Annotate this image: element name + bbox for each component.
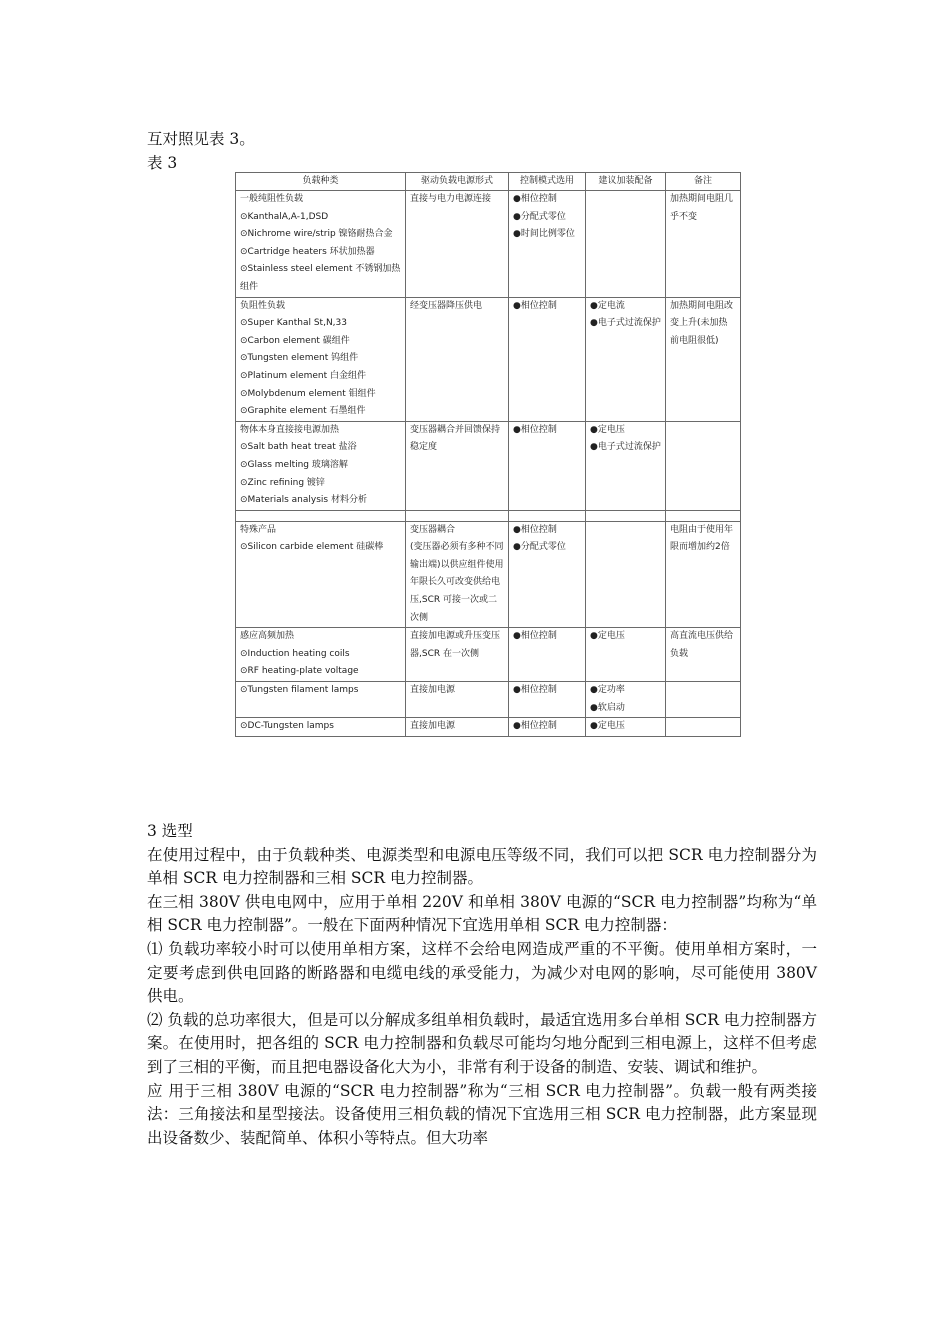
spacer-cell [586,510,666,521]
cell-line: ⊙Platinum element 白金组件 [240,370,367,381]
cell-line: ●相位控制 [513,631,557,642]
section-heading: 3 选型 [147,822,193,840]
cell-line: 直接与电力电源连接 [410,194,492,204]
cell-load-type [236,521,406,628]
table-row [236,191,741,298]
cell-line: ⊙Induction heating coils [240,648,350,659]
cell-control-mode [509,421,586,510]
spacer-cell [236,510,406,521]
table-row [236,628,741,682]
cell-line: 高直流电压供给负载 [670,631,734,659]
table-header-row [236,173,741,191]
spacer-cell [406,510,509,521]
cell-control-mode [509,191,586,298]
table-label: 表 3 [147,154,178,172]
cell-load-type [236,682,406,718]
cell-line: ●相位控制 [513,721,557,732]
cell-line: ⊙Cartridge heaters 环状加热器 [240,246,375,257]
cell-line: ●相位控制 [513,194,557,204]
cell-remarks [666,628,741,682]
cell-remarks [666,421,741,510]
cell-line: ●相位控制 [513,524,557,535]
table-row [236,297,741,421]
cell-load-type [236,421,406,510]
intro-block [147,127,255,175]
cell-line: ⊙DC-Tungsten lamps [240,721,334,732]
paragraph: ⑴ 负载功率较小时可以使用单相方案，这样不会给电网造成严重的不平衡。使用单相方案时，一定要考虑到供电回路的断路器和电缆电线的承受能力，为减少对电网的影响，尽可能使用 380V 供电。 [147,939,817,1006]
cell-control-mode [509,297,586,421]
table-row [236,421,741,510]
cell-line: (变压器必须有多种不同输出端)以供应组件使用年限长久可改变供给电压,SCR 可接一次或二次侧 [410,542,504,623]
cell-load-type [236,718,406,737]
table-row [236,682,741,718]
cell-power-source [406,297,509,421]
cell-power-source [406,682,509,718]
header-load-type: 负载种类 [236,173,406,191]
cell-line: ⊙Graphite element 石墨组件 [240,406,366,417]
paragraph: ⑵ 负载的总功率很大，但是可以分解成多组单相负载时，最适宜选用多台单相 SCR 电力控制器方案。在使用时，把各组的 SCR 电力控制器和负载尽可能均匀地分配到三相电源上，这样不但考虑到了三相的平衡，而且把电器设备化大为小，非常有利于设备的制造、安装、调试和维护。 [147,1010,817,1076]
cell-line: ●定电流 [590,300,625,311]
cell-line: ●定电压 [590,424,625,435]
cell-line: 负阻性负载 [240,300,286,311]
cell-line: ⊙RF heating-plate voltage [240,666,359,677]
cell-line: ●相位控制 [513,424,557,435]
spacer-cell [509,510,586,521]
table-spacer-row [236,510,741,521]
table-row [236,521,741,628]
cell-line: ⊙Zinc refining 镀锌 [240,477,325,488]
cell-line: ●相位控制 [513,685,557,696]
cell-line: ●分配式零位 [513,542,566,553]
cell-equipment [586,297,666,421]
cell-line: ●软启动 [590,702,625,713]
cell-line: 感应高频加热 [240,631,295,642]
cell-line: ⊙Silicon carbide element 硅碳棒 [240,542,384,553]
cell-line: 电阻由于使用年限而增加约2倍 [670,524,734,553]
cell-line: ⊙Molybdenum element 钼组件 [240,388,376,399]
cell-remarks [666,297,741,421]
table-image-region [235,172,734,775]
cell-line: ●定电压 [590,631,625,642]
cell-power-source [406,191,509,298]
cell-line: ●分配式零位 [513,211,566,222]
table-reference-line: 互对照见表 3。 [147,130,255,148]
cell-line: ⊙Super Kanthal St,N,33 [240,318,347,329]
cell-equipment [586,191,666,298]
cell-power-source [406,421,509,510]
load-type-table [235,172,741,737]
cell-power-source [406,718,509,737]
cell-line: 加热期间电阻几乎不变 [670,194,734,222]
header-suggested-equipment: 建议加装配备 [586,173,666,191]
cell-control-mode [509,521,586,628]
paragraph: 应 用于三相 380V 电源的“SCR 电力控制器”称为“三相 SCR 电力控制器”。负载一般有两类接法：三角接法和星型接法。设备使用三相负载的情况下宜选用三相 SCR 电力控制器，此方案显现出设备数少、装配简单、体积小等特点。但大功率 [147,1081,817,1147]
cell-power-source [406,521,509,628]
cell-line: 变压器耦合 [410,524,456,535]
cell-remarks [666,682,741,718]
cell-line: ⊙KanthalA,A-1,DSD [240,211,329,222]
cell-load-type [236,191,406,298]
cell-line: 直接加电源或升压变压器,SCR 在一次侧 [410,631,501,659]
cell-remarks [666,521,741,628]
table-row [236,718,741,737]
cell-line: 变压器耦合并回馈保持稳定度 [410,424,501,453]
cell-line: ⊙Glass melting 玻璃溶解 [240,459,348,470]
cell-line: ●时间比例零位 [513,229,575,240]
cell-line: ⊙Materials analysis 材料分析 [240,495,367,506]
cell-line: ⊙Carbon element 碳组件 [240,335,350,346]
cell-line: 物体本身直接接电源加热 [240,424,340,435]
header-remarks: 备注 [666,173,741,191]
cell-control-mode [509,718,586,737]
cell-line: 直接加电源 [410,685,456,696]
cell-line: 特殊产品 [240,524,277,535]
cell-remarks [666,191,741,298]
header-control-mode: 控制模式选用 [509,173,586,191]
cell-equipment [586,628,666,682]
cell-equipment [586,421,666,510]
cell-line: 直接加电源 [410,721,456,732]
cell-control-mode [509,682,586,718]
cell-remarks [666,718,741,737]
paragraph: 在三相 380V 供电电网中，应用于单相 220V 和单相 380V 电源的“SCR 电力控制器”均称为“单相 SCR 电力控制器”。一般在下面两种情况下宜选用单相 SCR 电力控制器： [147,892,817,935]
paragraph: 在使用过程中，由于负载种类、电源类型和电源电压等级不同，我们可以把 SCR 电力控制器分为单相 SCR 电力控制器和三相 SCR 电力控制器。 [147,845,817,888]
cell-line: ●定电压 [590,721,625,732]
header-power-source: 驱动负载电源形式 [406,173,509,191]
cell-line: ●定功率 [590,685,625,696]
cell-line: ⊙Nichrome wire/strip 镍铬耐热合金 [240,229,393,240]
cell-equipment [586,682,666,718]
cell-equipment [586,521,666,628]
cell-line: ●电子式过流保护 [590,442,661,453]
cell-line: 加热期间电阻改变上升(未加热前电阻很低) [670,300,734,346]
cell-line: 一般纯阻性负载 [240,194,304,204]
section-body [147,820,817,1150]
cell-line: ⊙Tungsten element 钨组件 [240,353,359,364]
cell-line: ●相位控制 [513,300,557,311]
cell-line: ⊙Salt bath heat treat 盐浴 [240,442,357,453]
cell-load-type [236,628,406,682]
cell-load-type [236,297,406,421]
spacer-cell [666,510,741,521]
cell-power-source [406,628,509,682]
cell-line: ⊙Stainless steel element 不锈钢加热组件 [240,264,401,292]
cell-line: 经变压器降压供电 [410,300,483,311]
cell-equipment [586,718,666,737]
cell-control-mode [509,628,586,682]
cell-line: ⊙Tungsten filament lamps [240,685,359,696]
cell-line: ●电子式过流保护 [590,318,661,329]
